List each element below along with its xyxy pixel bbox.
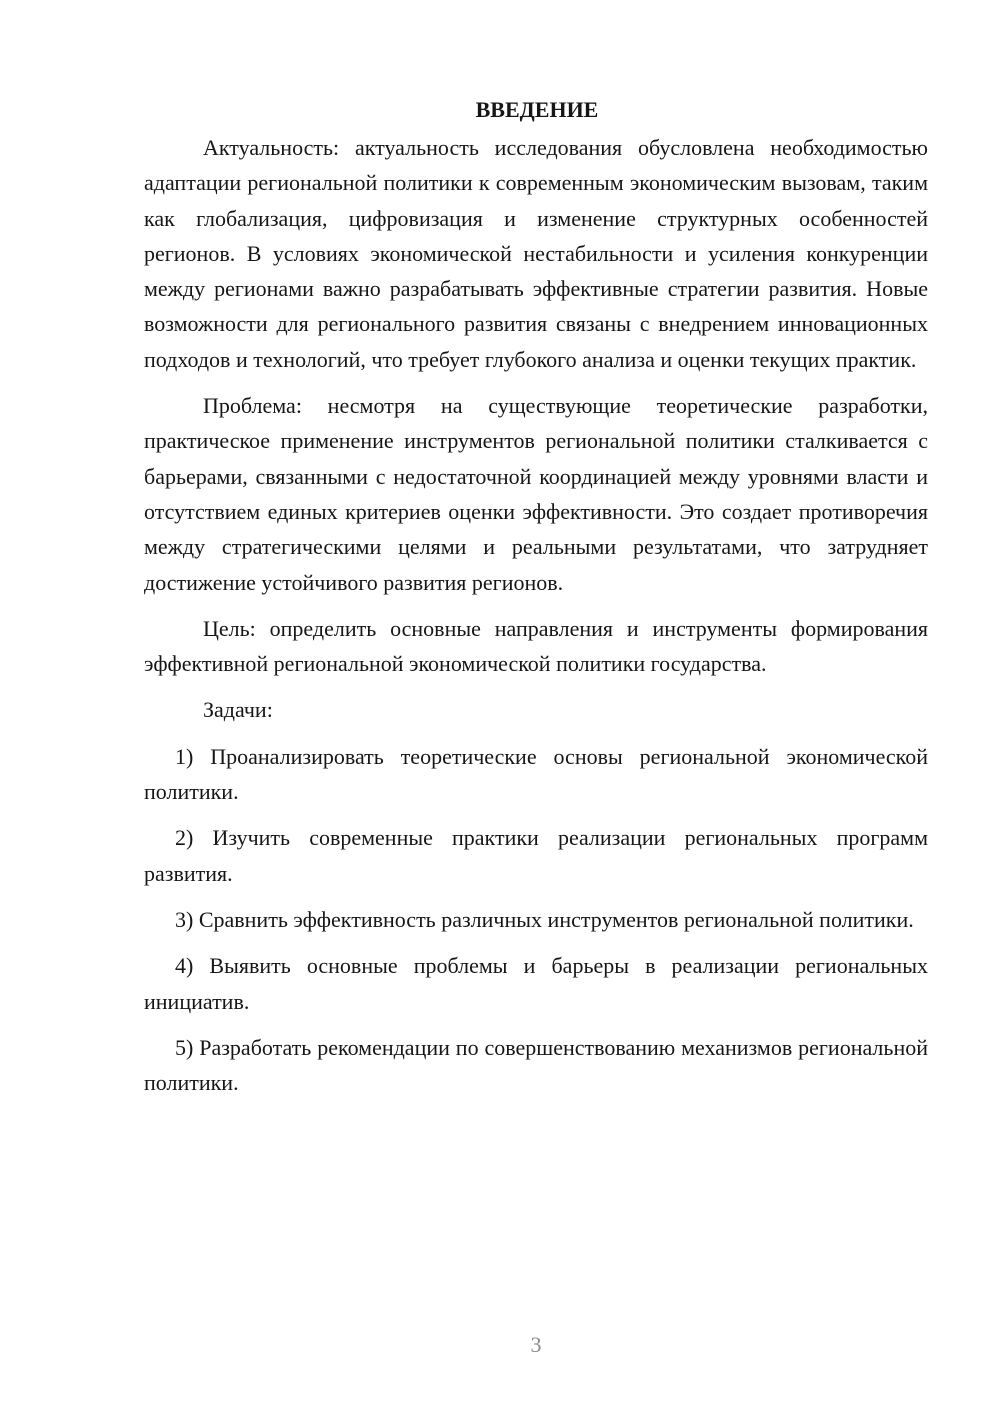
task-item-4: 4) Выявить основные проблемы и барьеры в реализации региональных инициатив.: [144, 953, 928, 1014]
task-item-5: 5) Разработать рекомендации по совершенствованию механизмов региональной политики.: [144, 1034, 928, 1096]
tasks-heading: Задачи:: [203, 697, 273, 723]
task-item-2: 2) Изучить современные практики реализации региональных программ развития.: [144, 825, 928, 886]
section-title: ВВЕДЕНИЕ: [475, 97, 599, 122]
task-item-3: 3) Сравнить эффективность различных инструментов региональной политики.: [175, 906, 914, 932]
goal-paragraph: Цель: определить основные направления и инструменты формирования эффективной региональной экономической политики государства.: [144, 615, 928, 677]
document-page: [144, 92, 928, 1100]
page-number: 3: [530, 1332, 542, 1357]
relevance-paragraph: Актуальность: актуальность исследования обусловлена необходимостью адаптации региональной политики к современным экономическим вызовам, таким как глобализация, цифровизация и изменение структурных особенностей регионов. В условиях экономической нестабильности и усиления конкуренции между регионами важно разрабатывать эффективные стратегии развития. Новые возможности для регионального развития связаны с внедрением инновационных подходов и технологий, что требует глубокого анализа и оценки текущих практик.: [144, 135, 928, 372]
problem-paragraph: Проблема: несмотря на существующие теоретические разработки, практическое применение инструментов региональной политики сталкивается с барьерами, связанными с недостаточной координацией между уровнями власти и отсутствием единых критериев оценки эффективности. Это создает противоречия между стратегическими целями и реальными результатами, что затрудняет достижение устойчивого развития регионов.: [144, 393, 928, 595]
task-item-1: 1) Проанализировать теоретические основы региональной экономической политики.: [144, 743, 928, 805]
